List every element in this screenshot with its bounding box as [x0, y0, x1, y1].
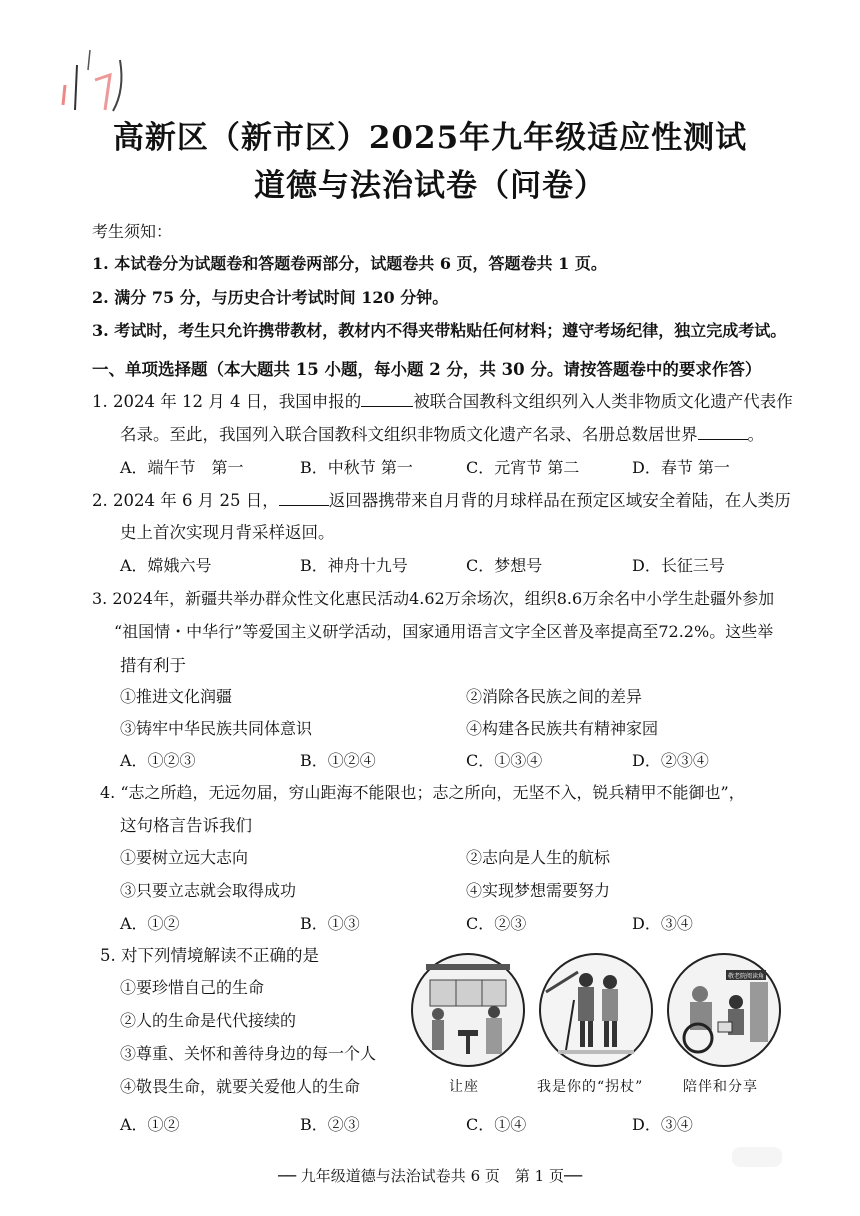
- q3-option-b: B．①②④: [300, 751, 376, 770]
- caption-give-seat: 让座: [449, 1079, 479, 1095]
- q2-line1: [92, 487, 791, 511]
- q4-option-c: C．②③: [466, 914, 527, 933]
- caption-company-sharing: 陪伴和分享: [683, 1079, 758, 1095]
- q3-line2: “祖国情・中华行”等爱国主义研学活动，国家通用语言文字全区普及率提高至72.2%。这些举: [114, 622, 774, 641]
- q1-line1: [92, 388, 793, 412]
- q2-option-d: D．长征三号: [632, 556, 725, 575]
- caption-crutch: 我是你的“拐杖”: [537, 1079, 644, 1095]
- q4-statement-1: ①要树立远大志向: [120, 848, 249, 867]
- q2-option-c: C．梦想号: [466, 556, 543, 575]
- q5-option-a: A．①②: [120, 1115, 180, 1134]
- q5-statement-4: ④敬畏生命，就要关爱他人的生命: [120, 1077, 361, 1096]
- illustration-company-sharing: [666, 952, 782, 1068]
- q1-option-c: C．元宵节 第二: [466, 458, 580, 477]
- q4-line1: 4. “志之所趋，无远勿届，穷山距海不能限也；志之所向，无坚不入，锐兵精甲不能御也”，: [100, 783, 745, 802]
- exam-title-line1: 高新区（新市区）2025年九年级适应性测试: [112, 120, 748, 156]
- q2-blank: [279, 491, 329, 506]
- q5-statement-2: ②人的生命是代代接续的: [120, 1011, 297, 1030]
- notice-item-3: 3. 考试时，考生只允许携带教材，教材内不得夹带粘贴任何材料；遵守考场纪律，独立完成考试。: [92, 321, 787, 340]
- reading-corner-sign-text: 敬老院阅读角: [727, 973, 765, 980]
- q3-line1: 3. 2024年，新疆共举办群众性文化惠民活动4.62万余场次，组织8.6万余名中小学生赴疆外参加: [92, 589, 775, 608]
- notice-item-2: 2. 满分 75 分，与历史合计考试时间 120 分钟。: [92, 288, 449, 307]
- q1-option-b: B．中秋节 第一: [300, 458, 413, 477]
- q1-line2-end: 。: [747, 425, 764, 444]
- q5-option-d: D．③④: [632, 1115, 693, 1134]
- q2-option-a: A．嫦娥六号: [120, 556, 212, 575]
- q5-option-c: C．①④: [466, 1115, 527, 1134]
- q4-option-d: D．③④: [632, 914, 693, 933]
- watermark-badge: [732, 1147, 782, 1167]
- q5-statement-3: ③尊重、关怀和善待身边的每一个人: [120, 1044, 377, 1063]
- q2-option-b: B．神舟十九号: [300, 556, 408, 575]
- q1-line2: [120, 421, 764, 445]
- q1-blank-1: [361, 392, 413, 407]
- q1-blank-2: [698, 425, 748, 440]
- q3-option-c: C．①③④: [466, 751, 543, 770]
- q3-statement-1: ①推进文化润疆: [120, 687, 233, 706]
- q5-statement-1: ①要珍惜自己的生命: [120, 978, 265, 997]
- section-heading: 一、单项选择题（本大题共 15 小题，每小题 2 分，共 30 分。请按答题卷中的要求作答）: [92, 360, 762, 379]
- q4-option-b: B．①③: [300, 914, 360, 933]
- q3-statement-2: ②消除各民族之间的差异: [466, 687, 643, 706]
- illustration-crutch: [538, 952, 654, 1068]
- exam-title-line2: 道德与法治试卷（问卷）: [254, 168, 606, 204]
- q3-option-a: A．①②③: [120, 751, 196, 770]
- q4-statement-2: ②志向是人生的航标: [466, 848, 611, 867]
- q1-line1-end: 被联合国教科文组织列入人类非物质文化遗产代表作: [413, 392, 793, 411]
- handwritten-marks: [55, 45, 155, 115]
- q2-line1-start: 2. 2024 年 6 月 25 日，: [92, 491, 279, 510]
- q1-option-a: A．端午节 第一: [120, 458, 244, 477]
- notice-item-1: 1. 本试卷分为试题卷和答题卷两部分，试题卷共 6 页，答题卷共 1 页。: [92, 254, 607, 273]
- q5-line1: 5. 对下列情境解读不正确的是: [100, 946, 319, 965]
- illustration-give-seat: [410, 952, 526, 1068]
- q2-line1-end: 返回器携带来自月背的月球样品在预定区域安全着陆，在人类历: [328, 491, 791, 510]
- q1-line2-start: 名录。至此，我国列入联合国教科文组织非物质文化遗产名录、名册总数居世界: [120, 425, 698, 444]
- q3-option-d: D．②③④: [632, 751, 709, 770]
- q3-statement-3: ③铸牢中华民族共同体意识: [120, 719, 313, 738]
- q4-line2: 这句格言告诉我们: [120, 816, 252, 835]
- q5-option-b: B．②③: [300, 1115, 360, 1134]
- q3-statement-4: ④构建各民族共有精神家园: [466, 719, 659, 738]
- page-footer: ── 九年级道德与法治试卷共 6 页 第 1 页──: [277, 1167, 583, 1185]
- q4-statement-3: ③只要立志就会取得成功: [120, 881, 297, 900]
- q4-option-a: A．①②: [120, 914, 180, 933]
- q3-line3: 措有利于: [120, 656, 186, 675]
- notice-heading: 考生须知：: [92, 222, 173, 241]
- q4-statement-4: ④实现梦想需要努力: [466, 881, 611, 900]
- q2-line2: 史上首次实现月背采样返回。: [120, 523, 335, 542]
- q1-line1-start: 1. 2024 年 12 月 4 日，我国申报的: [92, 392, 362, 411]
- q1-option-d: D．春节 第一: [632, 458, 730, 477]
